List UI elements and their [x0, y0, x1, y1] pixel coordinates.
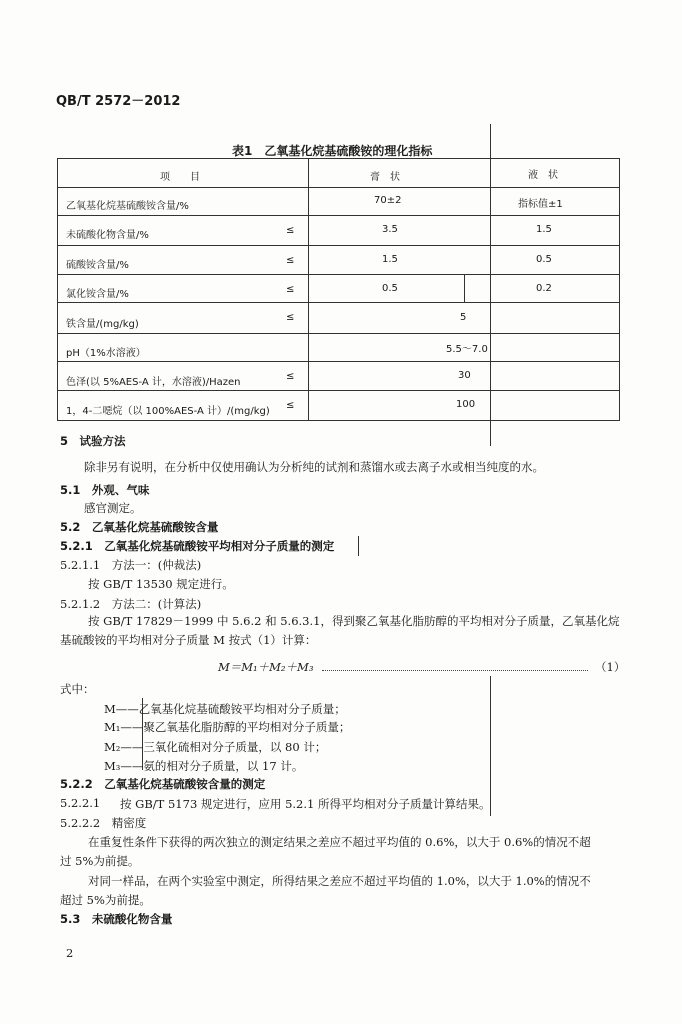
paragraph-5-1: 感官测定。 [84, 501, 142, 515]
table-row-value: 100 [456, 399, 476, 410]
section-5-2-1-2-title: 5.2.1.2 方法二：(计算法) [60, 597, 202, 611]
table-row-value: 5 [460, 312, 467, 323]
paragraph-5-2-1-2-line1: 按 GB/T 17829－1999 中 5.6.2 和 5.6.3.1，得到聚乙氧基化脂肪醇的平均相对分子质量，乙氧基化烷 [88, 614, 620, 628]
section-5-3-title: 5.3 未硫酸化物含量 [60, 912, 173, 926]
paragraph-5: 除非另有说明，在分析中仅使用确认为分析纯的试剂和蒸馏水或去离子水或相当纯度的水。 [84, 460, 544, 474]
table-row-item: pH（1%水溶液） [66, 348, 146, 359]
definition-m: M——乙氧基化烷基硫酸铵平均相对分子质量； [104, 702, 346, 716]
le-symbol: ≤ [286, 312, 295, 323]
table-row-item: 未硫酸化物含量/% [66, 230, 149, 241]
table-row-liquid: 1.5 [536, 224, 552, 235]
paragraph-5-2-1-1: 按 GB/T 13530 规定进行。 [88, 577, 234, 591]
page-number: 2 [66, 946, 74, 960]
le-symbol: ≤ [286, 225, 295, 236]
paragraph-5-2-2-2-line1: 在重复性条件下获得的两次独立的测定结果之差应不超过平均值的 0.6%，以大于 0.6%的情况不超 [88, 835, 591, 849]
formula-number: （1） [595, 660, 626, 674]
paragraph-5-2-1-2-line2: 基硫酸铵的平均相对分子质量 M 按式（1）计算： [60, 633, 317, 647]
col-header-item: 项 目 [160, 172, 200, 183]
table-row-liquid: 0.2 [536, 283, 552, 294]
table-row-paste: 3.5 [382, 224, 398, 235]
col-header-liquid: 液 状 [528, 170, 558, 181]
definition-m3: M₃——氨的相对分子质量，以 17 计。 [104, 759, 304, 773]
where-label: 式中： [60, 682, 95, 696]
table-row-paste: 1.5 [382, 254, 398, 265]
le-symbol: ≤ [286, 371, 295, 382]
formula-1: M＝M₁＋M₂＋M₃ [218, 660, 314, 674]
table-row-paste: 0.5 [382, 283, 398, 294]
section-5-2-2-1-number: 5.2.2.1 [60, 796, 101, 810]
table-row-item: 乙氧基化烷基硫酸铵含量/% [66, 201, 189, 212]
section-5-title: 5 试验方法 [60, 434, 126, 448]
definition-m1: M₁——聚乙氧基化脂肪醇的平均相对分子质量； [104, 720, 351, 734]
table-caption: 表1 乙氧基化烷基硫酸铵的理化指标 [232, 144, 433, 158]
section-5-2-2-title: 5.2.2 乙氧基化烷基硫酸铵含量的测定 [60, 777, 266, 791]
table-row-item: 硫酸铵含量/% [66, 260, 129, 271]
table-row-paste: 70±2 [374, 195, 402, 206]
standard-code: QB/T 2572－2012 [56, 94, 181, 109]
table-row-value: 30 [458, 370, 471, 381]
paragraph-5-2-2-2-line4: 超过 5%为前提。 [60, 893, 151, 907]
col-header-paste: 膏 状 [370, 172, 400, 183]
le-symbol: ≤ [286, 284, 295, 295]
definition-m2: M₂——三氧化硫相对分子质量，以 80 计； [104, 740, 327, 754]
section-5-2-1-title: 5.2.1 乙氧基化烷基硫酸铵平均相对分子质量的测定 [60, 539, 335, 553]
paragraph-5-2-2-2-line3: 对同一样品，在两个实验室中测定，所得结果之差应不超过平均值的 1.0%，以大于 1.0%的情况不 [88, 874, 591, 888]
section-5-2-2-2-title: 5.2.2.2 精密度 [60, 816, 147, 830]
table-row-item: 1，4-二噁烷（以 100%AES-A 计）/(mg/kg) [66, 406, 270, 417]
section-5-2-1-1-title: 5.2.1.1 方法一：(仲裁法) [60, 558, 202, 572]
table-row-item: 色泽(以 5%AES-A 计，水溶液)/Hazen [66, 377, 241, 388]
le-symbol: ≤ [286, 400, 295, 411]
section-5-2-2-1-text: 按 GB/T 5173 规定进行，应用 5.2.1 所得平均相对分子质量计算结果。 [120, 797, 491, 811]
paragraph-5-2-2-2-line2: 过 5%为前提。 [60, 854, 140, 868]
table-row-liquid: 指标值±1 [518, 199, 563, 210]
section-5-1-title: 5.1 外观、气味 [60, 483, 150, 497]
table-row-liquid: 0.5 [536, 254, 552, 265]
section-5-2-title: 5.2 乙氧基化烷基硫酸铵含量 [60, 520, 219, 534]
table-row-value: 5.5～7.0 [446, 344, 488, 355]
table-row-item: 氯化铵含量/% [66, 289, 129, 300]
le-symbol: ≤ [286, 255, 295, 266]
table-row-item: 铁含量/(mg/kg) [66, 319, 139, 330]
